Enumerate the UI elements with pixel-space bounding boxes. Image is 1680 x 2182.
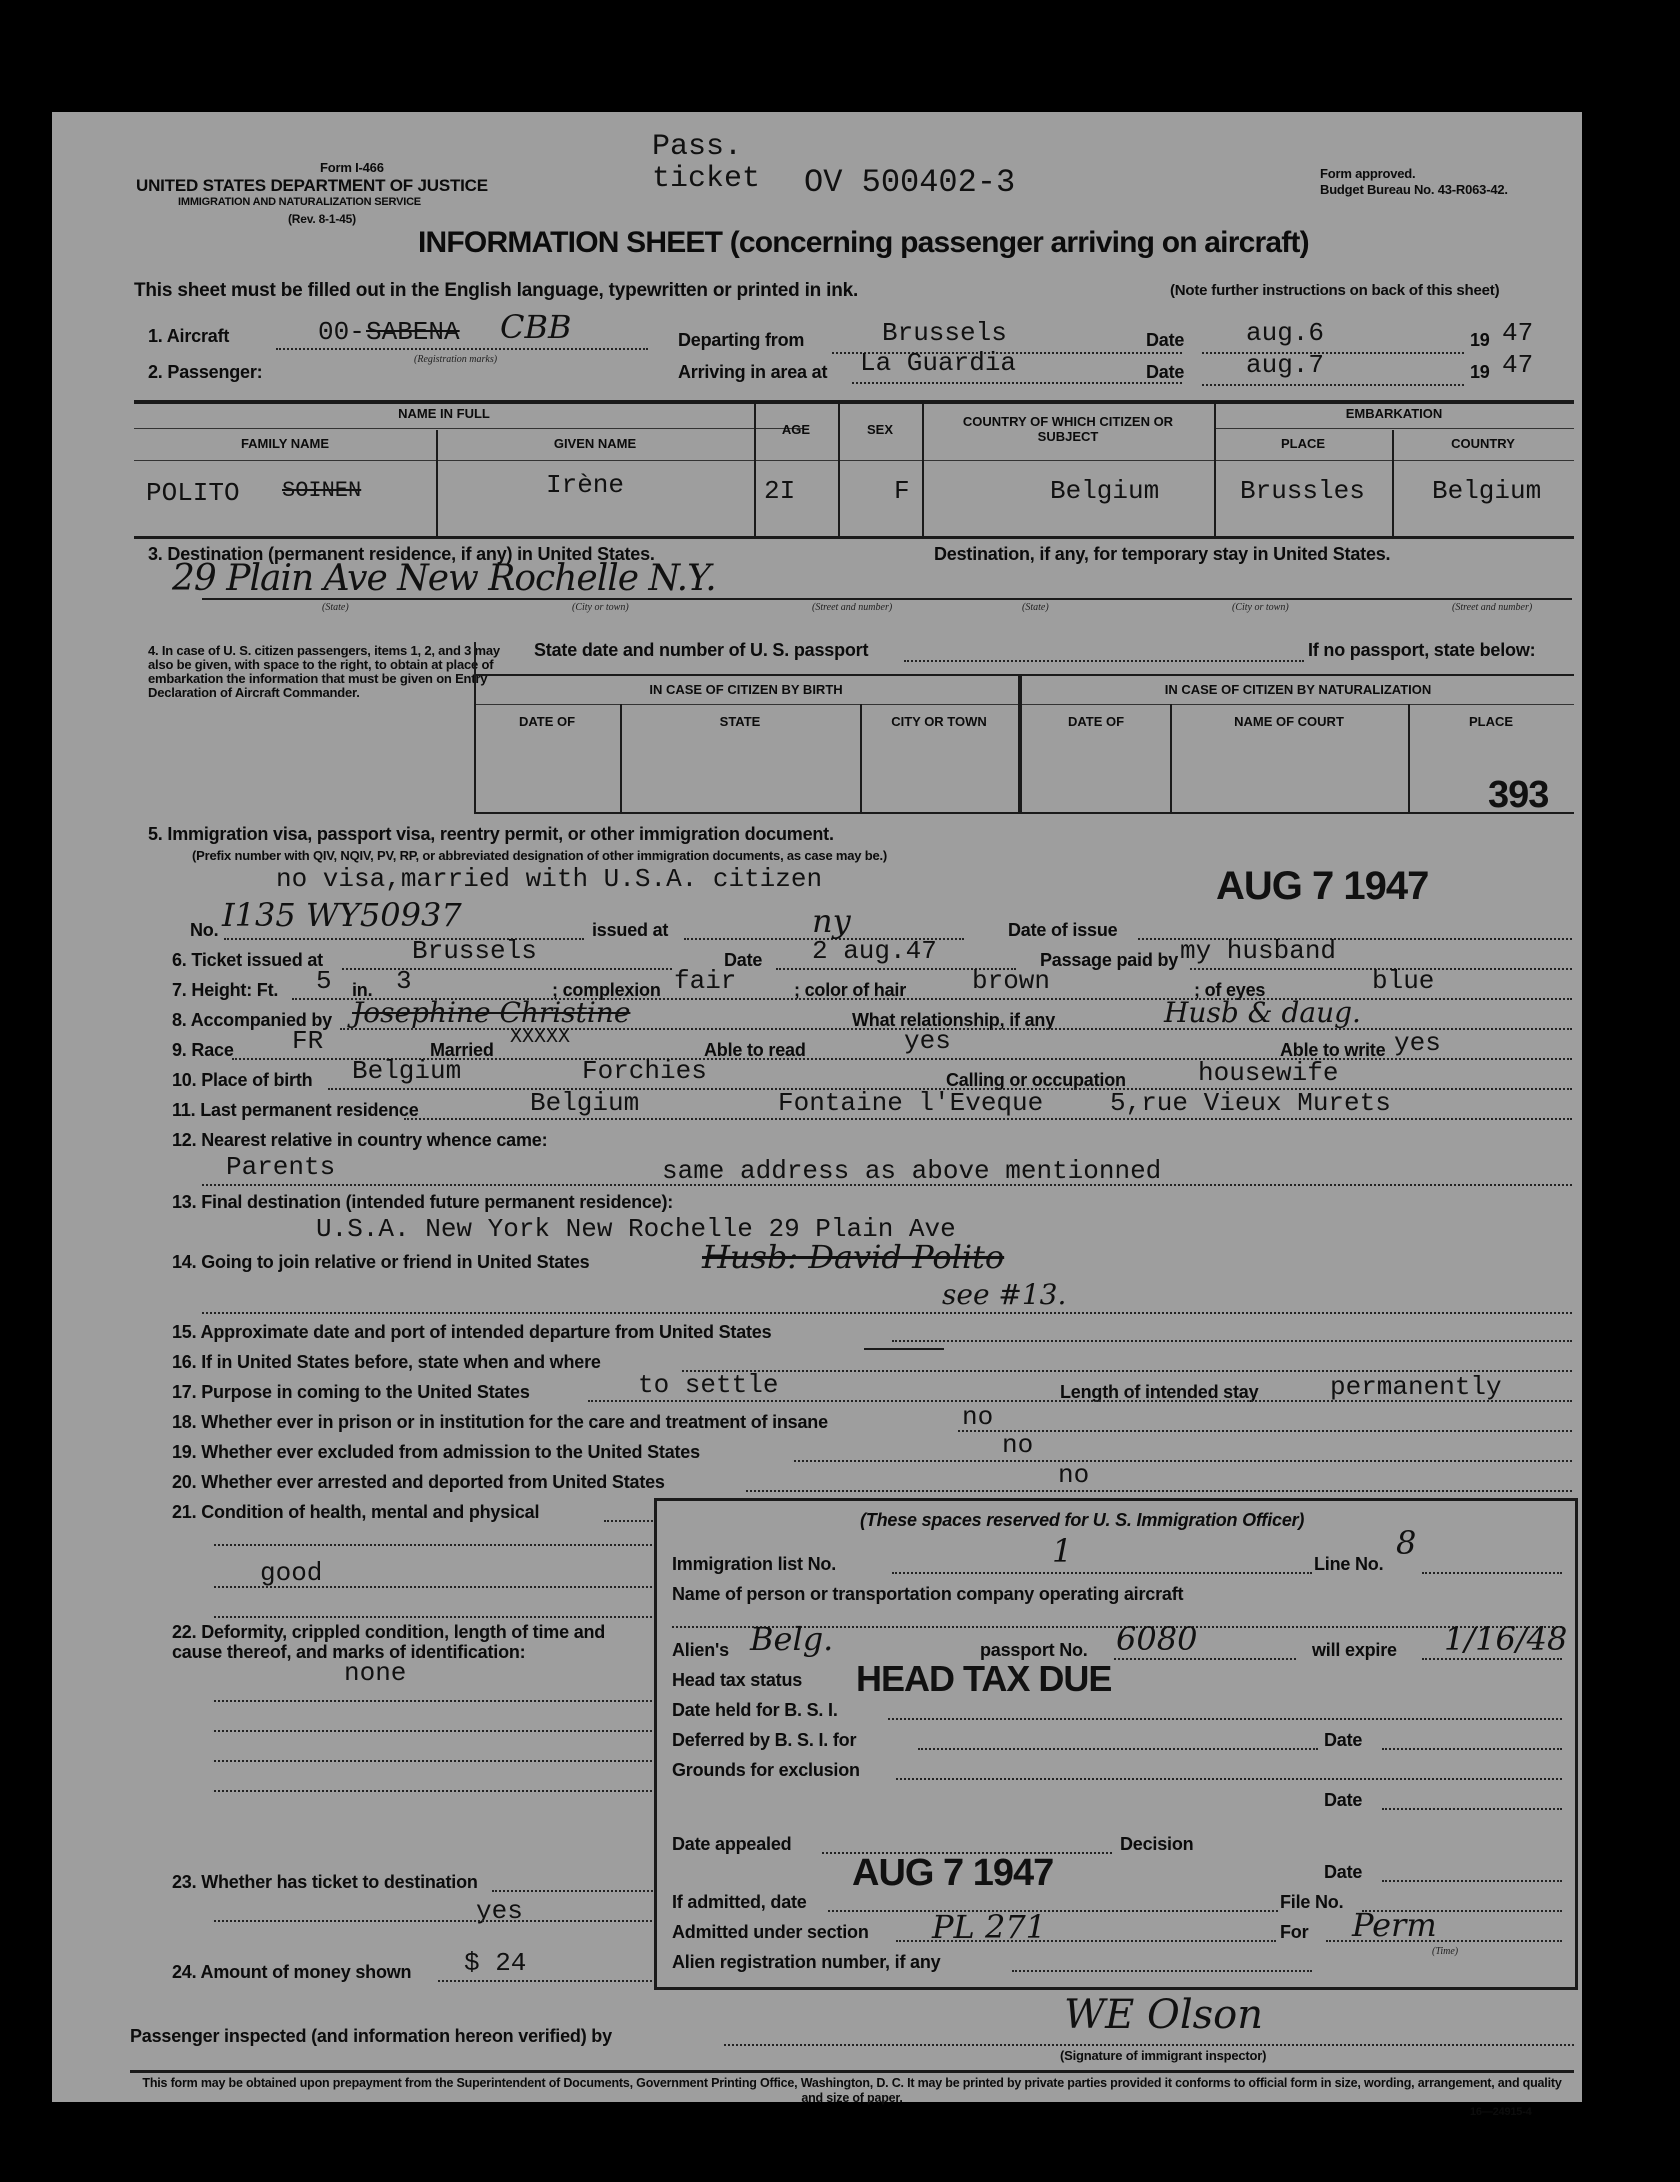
given-name-header: GIVEN NAME — [553, 436, 637, 451]
row11-label: 11. Last permanent residence — [172, 1100, 419, 1120]
citizen-by-nat-header: IN CASE OF CITIZEN BY NATURALIZATION — [1164, 682, 1432, 697]
caption-city-2: (City or town) — [1232, 602, 1289, 613]
birth-city-value: Forchies — [582, 1056, 707, 1086]
row10-label: 10. Place of birth — [172, 1070, 313, 1090]
arriving-value: La Guardia — [860, 348, 1017, 378]
excluded-value: no — [1002, 1430, 1034, 1460]
admitted-date-label: If admitted, date — [672, 1892, 807, 1912]
line-no-value: 8 — [1396, 1524, 1417, 1562]
read-value: yes — [904, 1026, 951, 1056]
height-in-value: 3 — [396, 966, 412, 996]
immigration-list-value: 1 — [1052, 1532, 1073, 1570]
admitted-stamp: AUG 7 1947 — [852, 1852, 1054, 1894]
residence-street-value: 5,rue Vieux Murets — [1110, 1088, 1391, 1118]
registration-caption: (Registration marks) — [414, 354, 498, 365]
item1-label: 1. Aircraft — [148, 326, 230, 346]
health-value: good — [260, 1558, 323, 1588]
row18-label: 18. Whether ever in prison or in institution for the care and treatment of insane — [172, 1412, 828, 1432]
age-value: 2I — [764, 476, 796, 506]
us-passport-label: State date and number of U. S. passport — [534, 640, 869, 660]
for-label: For — [1280, 1922, 1309, 1942]
row20-label: 20. Whether ever arrested and deported from United States — [172, 1472, 665, 1492]
country-citizen-header: COUNTRY OF WHICH CITIZEN OR SUBJECT — [962, 414, 1174, 444]
form-approved: Form approved. — [1320, 166, 1416, 181]
temp-destination-label: Destination, if any, for temporary stay in United States. — [934, 544, 1391, 564]
caption-street-2: (Street and number) — [1452, 602, 1533, 613]
issued-at-label: issued at — [592, 920, 669, 940]
relative-name-value: Parents — [226, 1152, 336, 1182]
stay-label: Length of intended stay — [1060, 1382, 1259, 1402]
deferred-date-label: Date — [1324, 1730, 1363, 1750]
inspector-signature: WE Olson — [1064, 1992, 1263, 2038]
page-number-stamp: 393 — [1488, 774, 1549, 816]
budget-bureau: Budget Bureau No. 43-R063-42. — [1320, 182, 1508, 197]
nat-court-header: NAME OF COURT — [1234, 714, 1344, 729]
year1-value: 47 — [1502, 318, 1534, 348]
section-value: PL 271 — [932, 1908, 1047, 1946]
head-tax-stamp: HEAD TAX DUE — [856, 1658, 1112, 1699]
caption-city: (City or town) — [572, 602, 629, 613]
deformity-value: none — [344, 1658, 407, 1688]
age-header: AGE — [781, 422, 811, 437]
revision: (Rev. 8-1-45) — [288, 212, 356, 226]
birth-city-header: CITY OR TOWN — [891, 714, 987, 729]
row6-label: 6. Ticket issued at — [172, 950, 323, 970]
footer-code: 16—24915-4 — [1470, 2106, 1532, 2118]
item5-no-label: No. — [190, 920, 219, 940]
expire-label: will expire — [1312, 1640, 1397, 1660]
year2-prefix: 19 — [1470, 362, 1490, 382]
item3-label: 3. Destination (permanent residence, if any) in United States. — [148, 544, 655, 564]
birth-country-value: Belgium — [352, 1056, 462, 1086]
eyes-value: blue — [1372, 966, 1435, 996]
aircraft-prefix: 00- — [318, 317, 365, 347]
height-in-label: in. — [352, 980, 373, 1000]
read-label: Able to read — [704, 1040, 806, 1060]
name-in-full-header: NAME IN FULL — [398, 406, 490, 421]
item5-prefix-note: (Prefix number with QIV, NQIV, PV, RP, or abbreviated designation of other immigration documents, as case may be.) — [192, 848, 888, 863]
eyes-label: ; of eyes — [1194, 980, 1266, 1000]
row22-label: 22. Deformity, crippled condition, length of time and cause thereof, and marks of identification: — [172, 1622, 606, 1662]
hair-label: ; color of hair — [794, 980, 907, 1000]
row15-label: 15. Approximate date and port of intended departure from United States — [172, 1322, 772, 1342]
date-held-label: Date held for B. S. I. — [672, 1700, 838, 1720]
deported-value: no — [1058, 1460, 1090, 1490]
date1-value: aug.6 — [1246, 318, 1325, 348]
height-ft-value: 5 — [316, 966, 332, 996]
caption-state: (State) — [322, 602, 349, 613]
department-title: UNITED STATES DEPARTMENT OF JUSTICE — [136, 176, 488, 195]
family-name-value: POLITO — [146, 478, 240, 508]
given-name-value: Irène — [546, 470, 625, 500]
item2-label: 2. Passenger: — [148, 362, 263, 382]
money-value: $ 24 — [464, 1948, 527, 1978]
passport-no-label: passport No. — [980, 1640, 1088, 1660]
citizen-by-birth-header: IN CASE OF CITIZEN BY BIRTH — [649, 682, 843, 697]
complexion-label: ; complexion — [552, 980, 661, 1000]
join-relative-value: Husb: David Polito — [702, 1238, 1005, 1276]
sex-header: SEX — [866, 422, 893, 437]
aug7-stamp: AUG 7 1947 — [1216, 864, 1429, 908]
date2-label: Date — [1146, 362, 1185, 382]
note-line: (Note further instructions on back of this sheet) — [1170, 282, 1500, 299]
row14-label: 14. Going to join relative or friend in United States — [172, 1252, 590, 1272]
married-label: Married — [430, 1040, 494, 1060]
citizen-value: Belgium — [1050, 476, 1160, 506]
signature-caption: (Signature of immigrant inspector) — [1060, 2048, 1267, 2063]
relationship-label: What relationship, if any — [852, 1010, 1056, 1030]
arriving-label: Arriving in area at — [678, 362, 828, 382]
item5-label: 5. Immigration visa, passport visa, reentry permit, or other immigration document. — [148, 824, 834, 844]
date2-value: aug.7 — [1246, 350, 1325, 380]
residence-city-value: Fontaine l'Eveque — [778, 1088, 1044, 1118]
information-sheet — [52, 112, 1582, 2118]
document-number: I135 WY50937 — [222, 896, 462, 934]
passage-paid-label: Passage paid by — [1040, 950, 1179, 970]
row7-label: 7. Height: Ft. — [172, 980, 279, 1000]
row23-label: 23. Whether has ticket to destination — [172, 1872, 478, 1892]
departing-label: Departing from — [678, 330, 805, 350]
row9-label: 9. Race — [172, 1040, 234, 1060]
write-label: Able to write — [1280, 1040, 1386, 1060]
sex-value: F — [894, 476, 910, 506]
year1-prefix: 19 — [1470, 330, 1490, 350]
row12-label: 12. Nearest relative in country whence came: — [172, 1130, 548, 1150]
residence-country-value: Belgium — [530, 1088, 640, 1118]
birth-state-header: STATE — [719, 714, 761, 729]
prison-value: no — [962, 1402, 994, 1432]
join-see-value: see #13. — [942, 1278, 1067, 1311]
no-passport-label: If no passport, state below: — [1308, 640, 1536, 660]
ticket-issued-value: Brussels — [412, 936, 537, 966]
complexion-value: fair — [674, 966, 737, 996]
row8-label: 8. Accompanied by — [172, 1010, 332, 1030]
hair-value: brown — [972, 966, 1051, 996]
alien-reg-label: Alien registration number, if any — [672, 1952, 941, 1972]
country-header: COUNTRY — [1451, 436, 1515, 451]
ticket-date-value: 2 aug.47 — [812, 936, 937, 966]
file-no-label: File No. — [1280, 1892, 1344, 1912]
family-name-struck: SOINEN — [282, 478, 362, 503]
row24-label: 24. Amount of money shown — [172, 1962, 412, 1982]
row17-label: 17. Purpose in coming to the United States — [172, 1382, 530, 1402]
row6-date-label: Date — [724, 950, 763, 970]
immigration-list-label: Immigration list No. — [672, 1554, 837, 1574]
embarkation-header: EMBARKATION — [1345, 406, 1443, 421]
aliens-value: Belg. — [750, 1620, 834, 1658]
ticket-number: OV 500402-3 — [804, 164, 1016, 201]
decision-label: Decision — [1120, 1834, 1194, 1854]
row19-label: 19. Whether ever excluded from admission to the United States — [172, 1442, 700, 1462]
line-no-label: Line No. — [1314, 1554, 1384, 1574]
family-name-header: FAMILY NAME — [240, 436, 330, 451]
expire-value: 1/16/48 — [1444, 1620, 1568, 1658]
destination-value: 29 Plain Ave New Rochelle N.Y. — [172, 558, 716, 599]
visa-value: no visa,married with U.S.A. citizen — [276, 864, 823, 894]
calling-label: Calling or occupation — [946, 1070, 1126, 1090]
inspected-by-label: Passenger inspected (and information hereon verified) by — [130, 2026, 612, 2046]
caption-street: (Street and number) — [812, 602, 893, 613]
row13-label: 13. Final destination (intended future permanent residence): — [172, 1192, 674, 1212]
relative-address-value: same address as above mentionned — [662, 1156, 1162, 1186]
decision-date-label: Date — [1324, 1862, 1363, 1882]
nat-date-header: DATE OF — [1067, 714, 1125, 729]
calling-value: housewife — [1198, 1058, 1339, 1088]
head-tax-label: Head tax status — [672, 1670, 803, 1690]
married-value: XXXXX — [510, 1026, 571, 1049]
final-destination-value: U.S.A. New York New Rochelle 29 Plain Ave — [316, 1214, 956, 1244]
company-label: Name of person or transportation company operating aircraft — [672, 1584, 1184, 1604]
departing-value: Brussels — [882, 318, 1007, 348]
accompanied-value: Josephine Christine — [352, 996, 631, 1029]
page-title: INFORMATION SHEET (concerning passenger arriving on aircraft) — [418, 226, 1309, 259]
aircraft-handwritten: CBB — [500, 308, 572, 346]
write-value: yes — [1394, 1028, 1441, 1058]
caption-state-2: (State) — [1022, 602, 1049, 613]
appealed-label: Date appealed — [672, 1834, 792, 1854]
deferred-label: Deferred by B. S. I. for — [672, 1730, 857, 1750]
officer-reserved-title: (These spaces reserved for U. S. Immigration Officer) — [860, 1510, 1305, 1530]
row16-label: 16. If in United States before, state when and where — [172, 1352, 601, 1372]
form-number: Form I-466 — [320, 160, 384, 175]
passport-no-value: 6080 — [1116, 1620, 1198, 1658]
purpose-value: to settle — [638, 1370, 779, 1400]
nat-place-header: PLACE — [1468, 714, 1514, 729]
birth-date-header: DATE OF — [518, 714, 576, 729]
stay-value: permanently — [1330, 1372, 1502, 1402]
date-of-issue-label: Date of issue — [1008, 920, 1118, 940]
grounds-date-label: Date — [1324, 1790, 1363, 1810]
embark-place-value: Brussles — [1240, 476, 1365, 506]
for-value: Perm — [1352, 1906, 1437, 1944]
passage-paid-value: my husband — [1180, 936, 1337, 966]
grounds-label: Grounds for exclusion — [672, 1760, 860, 1780]
aliens-label: Alien's — [672, 1640, 729, 1660]
section-label: Admitted under section — [672, 1922, 869, 1942]
embark-country-value: Belgium — [1432, 476, 1542, 506]
ticket-destination-value: yes — [476, 1896, 523, 1926]
issued-at-value: ny — [812, 902, 851, 940]
year2-value: 47 — [1502, 350, 1534, 380]
service-title: IMMIGRATION AND NATURALIZATION SERVICE — [178, 196, 421, 208]
pass-label: Pass. — [652, 130, 743, 164]
row21-label: 21. Condition of health, mental and physical — [172, 1502, 540, 1522]
place-header: PLACE — [1280, 436, 1326, 451]
ticket-label: ticket — [652, 162, 761, 196]
date1-label: Date — [1146, 330, 1185, 350]
instruction-line: This sheet must be filled out in the English language, typewritten or printed in ink. — [134, 280, 859, 301]
relationship-value: Husb & daug. — [1164, 996, 1361, 1029]
item4-note: 4. In case of U. S. citizen passengers, items 1, 2, and 3 may also be given, with space to the right, to obtain at place of embarkation the information that must be given on Entry Declaration of Aircraft Commander. — [148, 643, 500, 700]
fine-print: This form may be obtained upon prepayment from the Superintendent of Documents, Government Printing Office, Washington, D. C. It may be printed by private parties provided it conforms to official form in size, wording, arrangement, and quality and size of paper. — [142, 2076, 1562, 2105]
race-value: FR — [292, 1026, 324, 1056]
time-caption: (Time) — [1432, 1946, 1459, 1957]
aircraft-struck: SABENA — [366, 317, 460, 347]
